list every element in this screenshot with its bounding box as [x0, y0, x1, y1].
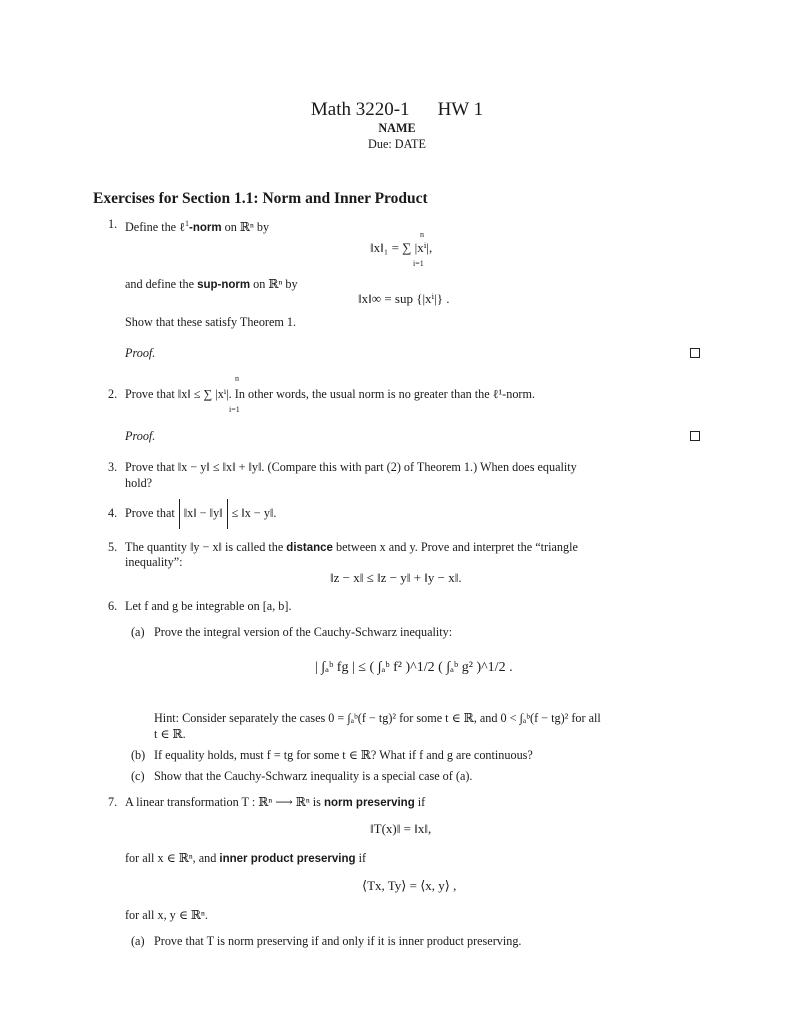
- problem-text: [125, 850, 366, 867]
- part-label: (a): [131, 934, 145, 948]
- equation-cauchy-schwarz: | ∫ₐᵇ fg | ≤ ( ∫ₐᵇ f² )^1/2 ( ∫ₐᵇ g² )^1/2 .: [315, 660, 513, 675]
- term-sup-norm: sup-norm: [197, 279, 251, 291]
- problem-number: 7.: [108, 795, 118, 809]
- sum-lower: i=1: [229, 405, 240, 414]
- part-label: (b): [131, 748, 146, 762]
- text: Prove that: [125, 506, 175, 520]
- problem-text: Show that these satisfy Theorem 1.: [125, 315, 297, 329]
- hint-text: Hint: Consider separately the cases 0 = ∫ₐᵇ(f − tg)² for some t ∈ ℝ, and 0 < ∫ₐᵇ(f − tg)² for all: [154, 711, 601, 725]
- text: The quantity ‖y − x‖ is called the: [125, 540, 287, 554]
- abs-bar: [227, 499, 228, 529]
- proof-label: Proof.: [125, 429, 156, 443]
- qed-box: [690, 348, 700, 358]
- problem-text: [125, 539, 578, 556]
- math: ‖x‖ − ‖y‖: [183, 506, 223, 520]
- equation-triangle: ‖z − x‖ ≤ ‖z − y‖ + ‖y − x‖.: [330, 570, 462, 585]
- text: and define the: [125, 277, 198, 291]
- part-text: Prove that T is norm preserving if and only if it is inner product preserving.: [154, 934, 522, 948]
- problem-number: 6.: [108, 599, 118, 613]
- title: [0, 99, 794, 121]
- abs-bar: [179, 499, 180, 529]
- hint-text: t ∈ ℝ.: [154, 727, 186, 741]
- sum-upper: n: [235, 374, 239, 383]
- text: if: [414, 795, 426, 809]
- problem-text: for all x, y ∈ ℝⁿ.: [125, 908, 208, 922]
- problem-number: 3.: [108, 460, 118, 474]
- hw-number: HW 1: [437, 99, 484, 120]
- part-text: Show that the Cauchy-Schwarz inequality is a special case of (a).: [154, 769, 473, 783]
- part-label: (c): [131, 769, 145, 783]
- problem-number: 4.: [108, 506, 118, 520]
- equation-norm-preserving: ‖T(x)‖ = ‖x‖,: [370, 821, 432, 836]
- text: if: [355, 851, 367, 865]
- sum-upper: n: [420, 230, 424, 239]
- term-norm-preserving: norm preserving: [323, 797, 415, 809]
- equation-l1-norm: ‖x‖₁ = ∑ |xⁱ|,: [370, 240, 433, 255]
- student-name: NAME: [378, 121, 416, 135]
- math: ≤ ‖x − y‖.: [231, 506, 277, 520]
- problem-text: hold?: [125, 476, 153, 490]
- problem-text: [125, 794, 425, 811]
- part-label: (a): [131, 625, 145, 639]
- qed-box: [690, 431, 700, 441]
- part-text: If equality holds, must f = tg for some t ∈ ℝ? What if f and g are continuous?: [154, 748, 533, 762]
- equation-sup-norm: ‖x‖∞ = sup {|xⁱ|} .: [358, 291, 450, 306]
- problem-text: [125, 276, 298, 293]
- proof-label: Proof.: [125, 346, 156, 360]
- due-date: Due: DATE: [368, 137, 426, 151]
- problem-number: 5.: [108, 540, 118, 554]
- problem-number: 2.: [108, 387, 118, 401]
- text: A linear transformation T : ℝⁿ ⟶ ℝⁿ is: [125, 795, 324, 809]
- problem-text: Prove that ‖x − y‖ ≤ ‖x‖ + ‖y‖. (Compare this with part (2) of Theorem 1.) When does equality: [125, 460, 577, 474]
- term-l1-norm: -norm: [188, 222, 222, 235]
- term-distance: distance: [286, 542, 333, 554]
- text: between x and y. Prove and interpret the “triangle: [332, 540, 578, 554]
- problem-text: [125, 498, 276, 529]
- course: Math 3220-1: [310, 99, 410, 120]
- equation-inner-product: ⟨Tx, Ty⟩ = ⟨x, y⟩ ,: [362, 878, 457, 893]
- problem-text: inequality”:: [125, 555, 183, 569]
- term-inner-product-preserving: inner product preserving: [219, 853, 356, 865]
- problem-text: [125, 216, 269, 236]
- part-text: Prove the integral version of the Cauchy-Schwarz inequality:: [154, 625, 453, 639]
- superscript: 1: [184, 219, 189, 228]
- text: for all x ∈ ℝⁿ, and: [125, 851, 220, 865]
- problem-text: Let f and g be integrable on [a, b].: [125, 599, 292, 613]
- text: on ℝⁿ by: [221, 220, 270, 235]
- text: on ℝⁿ by: [250, 277, 298, 291]
- problem-number: 1.: [108, 217, 118, 231]
- problem-text: Prove that ‖x‖ ≤ ∑ |xⁱ|. In other words, the usual norm is no greater than the ℓ¹-norm.: [125, 387, 536, 401]
- sum-lower: i=1: [413, 259, 424, 268]
- text: Define the ℓ: [125, 220, 185, 235]
- section-heading: Exercises for Section 1.1: Norm and Inner Product: [93, 190, 428, 207]
